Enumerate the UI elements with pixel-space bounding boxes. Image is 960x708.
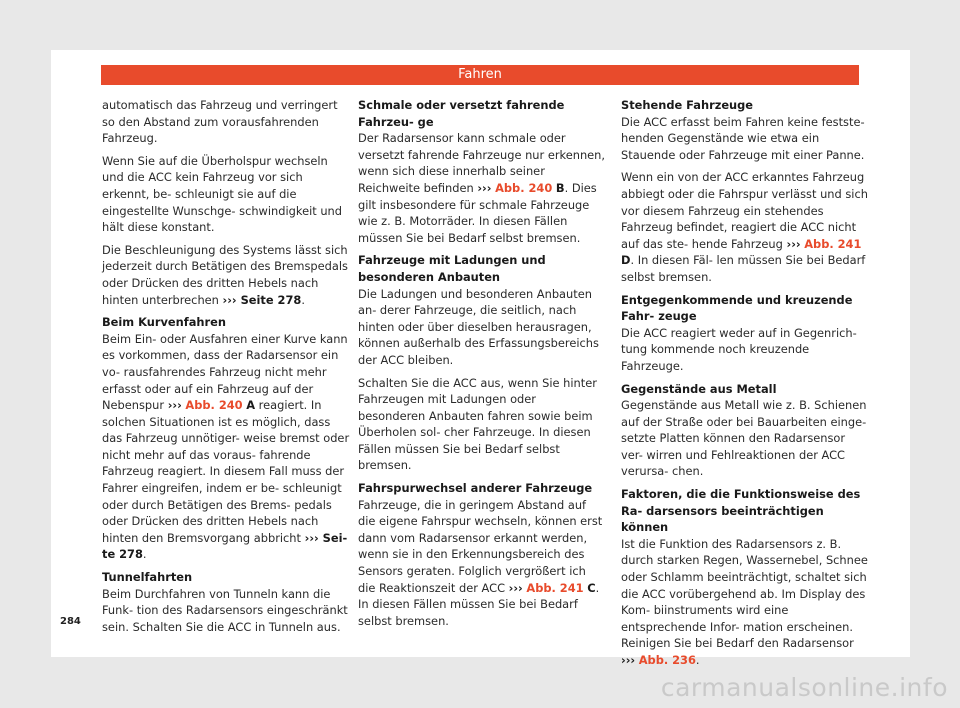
section-header [101,65,859,85]
text-column-2 [358,97,606,635]
punctuation: . [142,547,147,562]
figure-letter: B [555,180,565,195]
page-reference-link[interactable]: ››› Sei- te 278 [102,530,348,562]
paragraph: Wenn Sie auf die Überholspur wechseln und die ACC kein Fahrzeug vor sich erkennt, be- schleunigt sie auf die eingestellte Wunschge- schwindigkeit und hält diese konstant. [102,153,343,235]
figure-letter: A [246,398,256,413]
figure-reference-link[interactable]: Abb. 241 [526,580,584,595]
paragraph-text: reagiert. In solchen Situationen ist es möglich, dass das Fahrzeug unnötiger- weise bremst oder nicht mehr auf das voraus- fahrende Fahrzeug reagiert. In diesem Fall muss der Fahrer eingreifen, indem er be- schleunigt oder durch Betätigen des Brems- pedals oder Drücken des dritten Hebels nach hinten den Bremsvorgang abbricht [102,398,350,545]
paragraph-text: Die Beschleunigung des Systems lässt sich jederzeit durch Betätigen des Bremspedals oder Drücken des dritten Hebels nach hinten unterbrechen [102,242,348,307]
figure-letter: C [587,580,596,595]
reference-arrow: ››› [167,398,182,413]
site-watermark: carmanualsonline.info [660,673,948,702]
paragraph-text: Fahrzeuge, die in geringem Abstand auf die eigene Fahrspur wechseln, können erst dann vom Radarsensor erkannt werden, wenn sie in den Erkennungsbereich des Sensors geraten. Folglich vergrößert ich die Reaktionszeit der ACC [358,497,603,595]
paragraph-text: Beim Ein- oder Ausfahren einer Kurve kann es vorkommen, dass der Radarsensor ein vo- rausfahrendes Fahrzeug nicht mehr erfasst oder auf ein Fahrzeug auf der Nebenspur [102,331,348,413]
paragraph: Die Ladungen und besonderen Anbauten an- derer Fahrzeuge, die seitlich, nach hinten oder über dieselben herausragen, können außerhalb des Erfassungsbereichs der ACC bleiben. [358,286,599,367]
paragraph-text: Der Radarsensor kann schmale oder versetzt fahrende Fahrzeuge nur erkennen, wenn sich diese innerhalb seiner Reichweite befinden [358,131,606,195]
paragraph: Die ACC reagiert weder auf in Gegenrich- tung kommende noch kreuzende Fahrzeuge. [621,325,857,373]
reference-arrow: ››› [508,580,523,595]
punctuation: . [695,653,700,667]
figure-reference-link[interactable]: Abb. 241 [804,236,862,251]
section-title: Fahren [458,67,502,82]
heading-metall: Gegenstände aus Metall [621,381,777,396]
paragraph: automatisch das Fahrzeug und verringert so den Abstand zum vorausfahrenden Fahrzeug. [102,98,338,146]
page-number: 284 [60,616,81,627]
paragraph: Die ACC erfasst beim Fahren keine festste- henden Gegenstände wie etwa ein Stauende oder Fahrzeuge mit einer Panne. [621,114,865,162]
paragraph-text: . In diesen Fällen müssen Sie bei Bedarf selbst bremsen. [358,580,600,628]
text-column-3 [621,97,869,675]
page-reference-link[interactable]: ››› Seite 278 [222,292,302,307]
figure-reference-link[interactable]: Abb. 240 [495,180,553,195]
text-column-1 [102,97,350,641]
reference-arrow: ››› [786,236,801,251]
paragraph-text: . Dies gilt insbesondere für schmale Fahrzeuge wie z. B. Motorräder. In diesen Fällen müssen Sie bei Bedarf selbst bremsen. [358,180,597,245]
heading-entgegenkommende: Entgegenkommende und kreuzende Fahr- zeuge [621,292,853,324]
paragraph: Gegenstände aus Metall wie z. B. Schienen auf der Straße oder bei Bauarbeiten einge- setzte Platten können den Radarsensor ver- wirren und Fehlreaktionen der ACC verursa- chen. [621,398,867,479]
paragraph: Beim Durchfahren von Tunneln kann die Funk- tion des Radarsensors eingeschränkt sein. Schalten Sie die ACC in Tunneln aus. [102,586,348,634]
paragraph-text: . In diesen Fäl- len müssen Sie bei Bedarf selbst bremsen. [621,253,866,284]
heading-schmale-fahrzeuge: Schmale oder versetzt fahrende Fahrzeu- ge [358,98,565,129]
figure-reference-link[interactable]: Abb. 236 [638,653,696,667]
heading-tunnelfahrten: Tunnelfahrten [102,570,193,585]
reference-arrow: ››› [621,653,636,667]
heading-faktoren: Faktoren, die die Funktionsweise des Ra- darsensors beeinträchtigen können [621,487,861,535]
paragraph [102,331,350,563]
reference-arrow: ››› [477,180,492,195]
paragraph [102,242,350,308]
paragraph [621,536,869,669]
paragraph-text: Wenn ein von der ACC erkanntes Fahrzeug abbiegt oder die Fahrspur verlässt und sich vor diesem Fahrzeug ein stehendes Fahrzeug befindet, reagiert die ACC nicht auf das ste- hende Fahrzeug [621,170,868,251]
heading-fahrspurwechsel: Fahrspurwechsel anderer Fahrzeuge [358,481,593,496]
manual-page [51,50,910,667]
figure-letter: D [621,253,631,268]
heading-kurvenfahren: Beim Kurvenfahren [102,315,226,330]
paragraph: Schalten Sie die ACC aus, wenn Sie hinter Fahrzeugen mit Ladungen oder besonderen Anbauten fahren sowie beim Überholen sol- cher Fahrzeuge. In diesen Fällen müssen Sie bei Bedarf selbst bremsen. [358,375,597,473]
figure-reference-link[interactable]: Abb. 240 [185,398,243,413]
paragraph [621,169,869,285]
punctuation: . [301,292,305,307]
paragraph-text: Ist die Funktion des Radarsensors z. B. durch starken Regen, Wassernebel, Schnee oder Schlamm beeinträchtigt, schaltet sich die ACC vorübergehend ab. Im Display des Kom- biinstruments wird eine entsprechende Infor- mation erscheinen. Reinigen Sie bei Bedarf den Radarsensor [621,536,868,651]
heading-ladungen: Fahrzeuge mit Ladungen und besonderen Anbauten [358,253,546,284]
paragraph [358,130,606,246]
heading-stehende-fahrzeuge: Stehende Fahrzeuge [621,98,754,112]
paragraph [358,497,606,630]
